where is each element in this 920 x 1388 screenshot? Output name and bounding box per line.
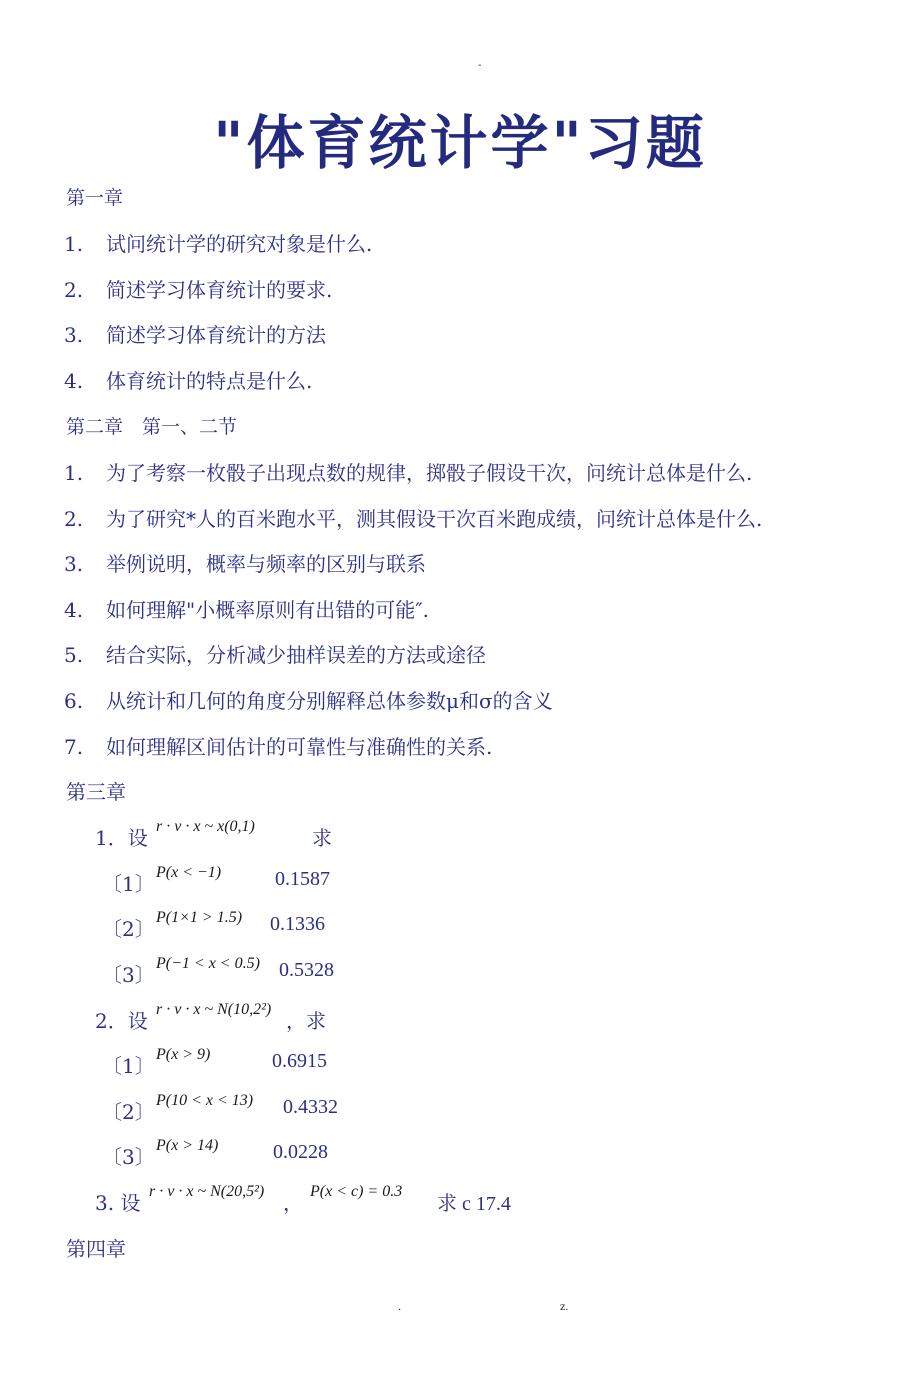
q2-part-2-answer: 0.4332 — [283, 1096, 338, 1118]
q1-ask: 求 — [312, 826, 332, 850]
q3-separator: ， — [283, 1191, 303, 1215]
header-mark: - — [478, 60, 482, 71]
q2-part-1-index: 〔1〕 — [102, 1054, 155, 1078]
chapter-1-heading: 第一章 — [66, 187, 124, 209]
list-item: 2. 为了研究*人的百米跑水平，测其假设干次百米跑成绩，问统计总体是什么. — [64, 507, 763, 531]
footer-right-mark: z. — [560, 1302, 569, 1313]
q1-part-2-index: 〔2〕 — [102, 917, 155, 941]
q2-distribution: r · v · x ~ N(10,2²) — [156, 1001, 272, 1018]
q1-part-3-expr: P(−1 < x < 0.5) — [156, 955, 260, 972]
q3-label: 3. 设 — [95, 1191, 141, 1215]
q1-part-3-index: 〔3〕 — [102, 963, 155, 987]
q2-part-2-index: 〔2〕 — [102, 1100, 155, 1124]
list-item: 4. 体育统计的特点是什么. — [64, 369, 313, 393]
q2-part-1-answer: 0.6915 — [272, 1050, 327, 1072]
q2-part-3-index: 〔3〕 — [102, 1145, 155, 1169]
q1-part-2-answer: 0.1336 — [270, 913, 325, 935]
q1-label: 1．设 — [95, 826, 148, 850]
q1-part-3-answer: 0.5328 — [279, 959, 334, 981]
list-item: 2. 简述学习体育统计的要求. — [64, 278, 333, 302]
list-item: 7. 如何理解区间估计的可靠性与准确性的关系. — [64, 735, 493, 759]
q3-ask: 求 c 17.4 — [437, 1193, 511, 1215]
list-item: 3. 举例说明，概率与频率的区别与联系 — [64, 552, 426, 576]
q2-part-1-expr: P(x > 9) — [156, 1046, 211, 1063]
page-title: "体育统计学"习题 — [213, 109, 707, 177]
list-item: 1. 试问统计学的研究对象是什么. — [64, 232, 373, 256]
list-item: 3. 简述学习体育统计的方法 — [64, 323, 326, 347]
q2-ask: ，求 — [286, 1009, 326, 1033]
list-item: 5. 结合实际，分析减少抽样误差的方法或途径 — [64, 643, 486, 667]
list-item: 1. 为了考察一枚骰子出现点数的规律，掷骰子假设干次，问统计总体是什么. — [64, 461, 753, 485]
q3-condition: P(x < c) = 0.3 — [310, 1183, 403, 1200]
chapter-2-heading: 第二章 第一、二节 — [66, 416, 238, 438]
q2-part-2-expr: P(10 < x < 13) — [156, 1092, 254, 1109]
q1-part-1-expr: P(x < −1) — [156, 864, 222, 881]
q3-distribution: r · v · x ~ N(20,5²) — [149, 1183, 265, 1200]
q2-part-3-answer: 0.0228 — [273, 1141, 328, 1163]
list-item: 4. 如何理解"小概率原则有出错的可能″. — [64, 598, 430, 622]
chapter-4-heading: 第四章 — [66, 1237, 126, 1261]
q2-part-3-expr: P(x > 14) — [156, 1137, 219, 1154]
q1-distribution: r · v · x ~ x(0,1) — [156, 818, 255, 835]
q1-part-1-answer: 0.1587 — [275, 868, 330, 890]
q1-part-1-index: 〔1〕 — [102, 872, 155, 896]
chapter-3-heading: 第三章 — [66, 780, 126, 804]
q1-part-2-expr: P(1×1 > 1.5) — [156, 909, 243, 926]
footer-left-mark: . — [398, 1302, 402, 1313]
q2-label: 2．设 — [95, 1009, 148, 1033]
list-item: 6. 从统计和几何的角度分别解释总体参数μ和σ的含义 — [64, 689, 553, 713]
